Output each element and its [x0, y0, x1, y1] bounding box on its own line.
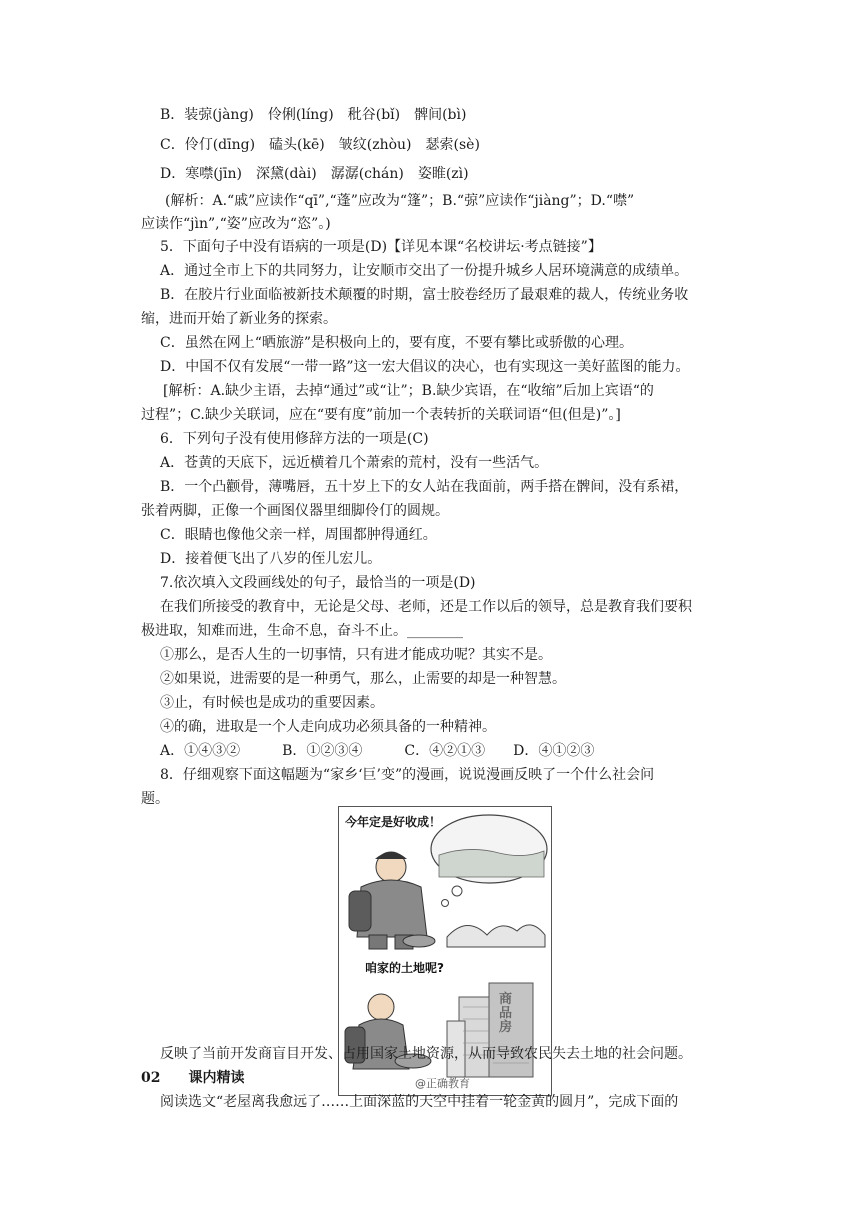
q5-option-a: A．通过全市上下的共同努力，让安顺市交出了一份提升城乡人居环境满意的成绩单。 — [160, 263, 689, 279]
cartoon-caption-top: 今年定是好收成！ — [345, 815, 442, 829]
q5-option-d: D．中国不仅有发展“一带一路”这一宏大倡议的决心，也有实现这一美好蓝图的能力。 — [160, 359, 690, 375]
analysis-q5-line2: 过程”；C.缺少关联词，应在“要有度”前加一个表转折的关联词语“但(但是)”。] — [141, 407, 621, 423]
question-6: 6．下列句子没有使用修辞方法的一项是(C) — [160, 431, 429, 447]
question-5: 5．下面句子中没有语病的一项是(D)【详见本课“名校讲坛·考点链接”】 — [160, 239, 602, 255]
watermark: @正确教育 — [415, 1077, 470, 1090]
q6-option-d: D．接着便飞出了八岁的侄儿宏儿。 — [160, 551, 382, 567]
question-8: 8．仔细观察下面这幅题为“家乡‘巨’变”的漫画，说说漫画反映了一个什么社会问 — [160, 767, 655, 783]
q5-option-c: C．虽然在网上“晒旅游”是积极向上的，要有度，不要有攀比或骄傲的心理。 — [160, 335, 634, 351]
analysis-q5-line1: [解析：A.缺少主语，去掉“通过”或“让”；B.缺少宾语，在“收缩”后加上宾语“的 — [163, 383, 654, 399]
analysis-q4-line1: (解析：A.“戚”应读作“qī”,“蓬”应改为“篷”；B.“弶”应读作“jiàng”；D.“噤” — [165, 193, 635, 209]
cartoon-caption-bottom: 咱家的土地呢? — [365, 961, 444, 975]
q7-sentence-2: ②如果说，进需要的是一种勇气，那么，止需要的却是一种智慧。 — [160, 671, 566, 687]
q7-sentence-3: ③止，有时候也是成功的重要因素。 — [160, 695, 384, 711]
q7-sentence-1: ①那么，是否人生的一切事情，只有进才能成功呢？其实不是。 — [160, 647, 552, 663]
q6-option-b: B．一个凸颧骨，薄嘴唇，五十岁上下的女人站在我面前，两手搭在髀间，没有系裙， — [160, 479, 689, 495]
option-d-pinyin: D．寒噤(jīn) 深黛(dài) 潺潺(chán) 姿睢(zì) — [160, 166, 469, 182]
q7-choices: A．①④③② B．①②③④ C．④②①③ D．④①②③ — [160, 743, 595, 759]
q6-option-c: C．眼睛也像他父亲一样，周围都肿得通红。 — [160, 527, 437, 543]
option-c-pinyin: C．伶仃(dīng) 磕头(kē) 皱纹(zhòu) 瑟索(sè) — [160, 137, 480, 153]
analysis-q4-line2: 应读作“jìn”,“姿”应改为“恣”。) — [141, 216, 331, 232]
q6-option-b-cont: 张着两脚，正像一个画图仪器里细脚伶仃的圆规。 — [141, 503, 449, 519]
reading-instruction: 阅读选文“老屋离我愈远了……上面深蓝的天空中挂着一轮金黄的圆月”，完成下面的 — [160, 1094, 679, 1110]
q5-option-b: B．在胶片行业面临被新技术颠覆的时期，富士胶卷经历了最艰难的裁人，传统业务收 — [160, 287, 689, 303]
answer-q8: 反映了当前开发商盲目开发、占用国家土地资源，从而导致农民失去土地的社会问题。 — [160, 1046, 692, 1062]
question-7: 7.依次填入文段画线处的句子，最恰当的一项是(D) — [160, 575, 476, 591]
q7-passage-line2: 极进取，知难而进，生命不息，奋斗不止。________ — [141, 623, 463, 639]
option-b-pinyin: B．装弶(jàng) 伶俐(líng) 秕谷(bǐ) 髀间(bì) — [160, 107, 467, 123]
building-sign: 商品房 — [499, 992, 513, 1035]
question-8-cont: 题。 — [141, 791, 169, 807]
q5-option-b-cont: 缩，进而开始了新业务的探索。 — [141, 311, 337, 327]
q6-option-a: A．苍黄的天底下，远近横着几个萧索的荒村，没有一些活气。 — [160, 455, 549, 471]
section-heading: 02 课内精读 — [141, 1070, 245, 1086]
q7-passage-line1: 在我们所接受的教育中，无论是父母、老师，还是工作以后的领导，总是教育我们要积 — [160, 599, 692, 615]
q7-sentence-4: ④的确，进取是一个人走向成功必须具备的一种精神。 — [160, 719, 496, 735]
